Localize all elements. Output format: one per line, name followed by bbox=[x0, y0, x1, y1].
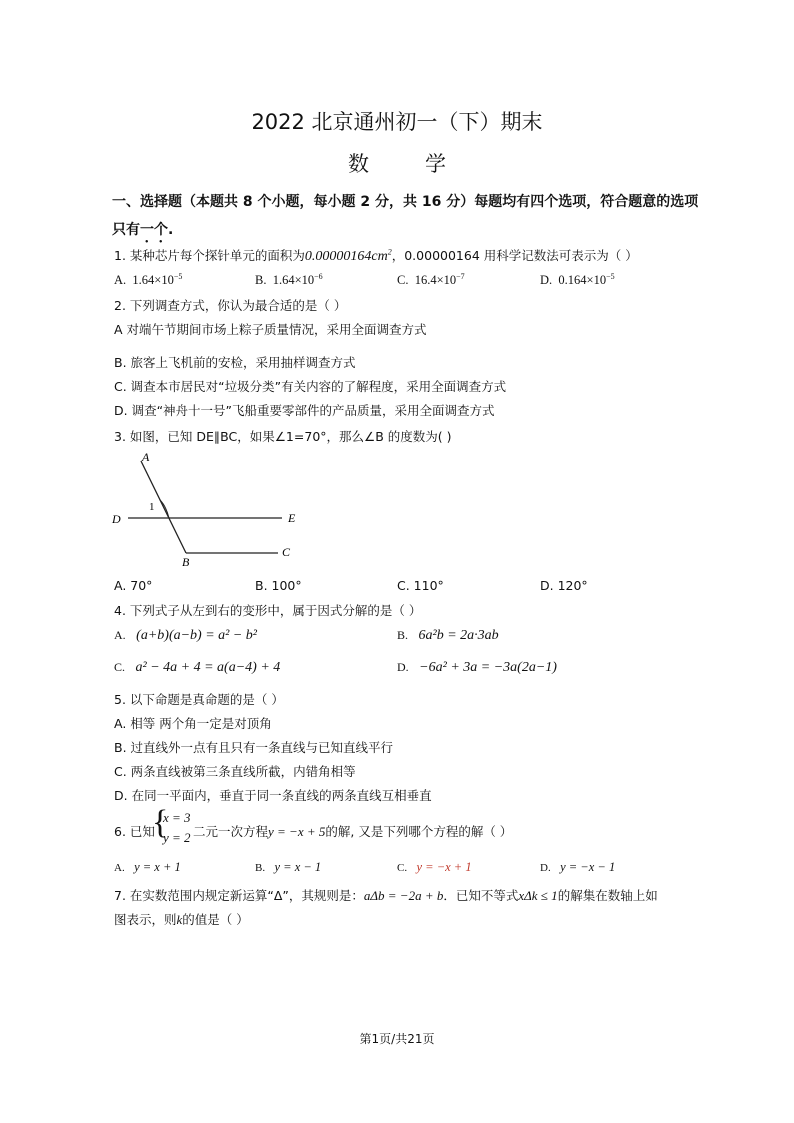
option-expression: −6a² + 3a = −3a(2a−1) bbox=[419, 660, 557, 675]
question-6-option-a bbox=[114, 860, 181, 875]
question-5-option-b: B. 过直线外一点有且只有一条直线与已知直线平行 bbox=[114, 740, 394, 755]
option-value: 0.164×10 bbox=[558, 273, 607, 288]
option-label: C. bbox=[397, 273, 409, 288]
question-4-option-a bbox=[114, 628, 257, 644]
question-6-equation: y = −x + 5 bbox=[268, 824, 326, 839]
option-label: B. bbox=[397, 628, 409, 642]
question-6-option-c bbox=[397, 860, 472, 875]
question-4-stem: 4. 下列式子从左到右的变形中，属于因式分解的是（ ） bbox=[114, 603, 422, 618]
question-7-line-2 bbox=[114, 910, 249, 928]
question-3-option-d: D. 120° bbox=[540, 578, 588, 593]
question-7-line-1 bbox=[114, 886, 658, 904]
section-header-period: . bbox=[168, 222, 174, 238]
question-1-stem bbox=[114, 246, 638, 265]
subject-title bbox=[0, 148, 794, 178]
emphasis-text: 一个 bbox=[140, 222, 168, 238]
question-6-prefix: 6. 已知 bbox=[114, 824, 155, 839]
section-header-line1: 一、选择题（本题共 8 个小题，每小题 2 分，共 16 分）每题均有四个选项，符合题意的选项 bbox=[112, 194, 699, 210]
question-7-text-e: 的值是（ ） bbox=[182, 912, 249, 927]
question-2-option-c: C. 调查本市居民对“垃圾分类”有关内容的了解程度，采用全面调查方式 bbox=[114, 379, 507, 394]
section-header-text: 只有 bbox=[112, 222, 140, 238]
question-3-option-c: C. 110° bbox=[397, 578, 444, 593]
angle-1-label: 1 bbox=[149, 501, 155, 513]
question-3-figure bbox=[106, 448, 306, 572]
option-label: D. bbox=[540, 273, 553, 288]
question-7-text-b: ．已知不等式 bbox=[443, 888, 519, 903]
option-label: B. bbox=[255, 862, 266, 874]
option-expression: y = x + 1 bbox=[134, 860, 181, 874]
option-label: A. bbox=[114, 273, 127, 288]
question-6-text-c: 的解, 又是下列哪个方程的解（ ） bbox=[325, 824, 513, 839]
option-expression: 6a²b = 2a·3ab bbox=[418, 628, 499, 643]
question-6-text bbox=[193, 822, 512, 840]
option-expression: y = x − 1 bbox=[274, 860, 322, 874]
option-label: D. bbox=[397, 660, 409, 674]
point-a-label: A bbox=[142, 450, 150, 464]
page-number: 第1页/共21页 bbox=[359, 1032, 435, 1046]
option-expression: a² − 4a + 4 = a(a−4) + 4 bbox=[135, 660, 281, 675]
question-2-option-d: D. 调查“神舟十一号”飞船重要零部件的产品质量，采用全面调查方式 bbox=[114, 403, 495, 418]
option-label: B. bbox=[255, 273, 267, 288]
option-value: 16.4×10 bbox=[414, 273, 457, 288]
point-d-label: D bbox=[112, 512, 121, 526]
question-1-option-d bbox=[540, 272, 615, 288]
question-7-rule: aΔb = −2a + b bbox=[363, 888, 444, 903]
option-value: 1.64×10 bbox=[132, 273, 174, 288]
question-3-option-b: B. 100° bbox=[255, 578, 302, 593]
section-header-line2 bbox=[112, 216, 698, 246]
question-7-inequality: xΔk ≤ 1 bbox=[518, 888, 558, 903]
option-value: 1.64×10 bbox=[272, 273, 315, 288]
question-1-option-a bbox=[114, 272, 182, 288]
question-4-option-d bbox=[397, 660, 557, 676]
system-brace: { bbox=[152, 804, 169, 841]
question-7-text-a: 7. 在实数范围内规定新运算“Δ”，其规则是： bbox=[114, 888, 364, 903]
option-label: C. bbox=[397, 862, 408, 874]
subject-char-2: 学 bbox=[425, 152, 446, 176]
section-header bbox=[112, 188, 698, 246]
question-1-unit-exp: 2 bbox=[387, 247, 392, 257]
option-expression-highlighted: y = −x + 1 bbox=[416, 860, 472, 874]
question-5-option-a: A. 相等 两个角一定是对顶角 bbox=[114, 716, 272, 731]
point-c-label: C bbox=[282, 545, 291, 559]
option-label: A. bbox=[114, 628, 126, 642]
question-4-option-c bbox=[114, 660, 280, 676]
point-b-label: B bbox=[182, 555, 190, 569]
option-label: C. bbox=[114, 660, 126, 674]
question-7-variable: k bbox=[176, 912, 183, 927]
subject-char-1: 数 bbox=[348, 152, 369, 176]
document-title: 2022 北京通州初一（下）期末 bbox=[251, 110, 543, 134]
question-1-option-b bbox=[255, 272, 323, 288]
question-1-number: 0.00000164cm bbox=[304, 249, 388, 264]
question-5-option-c: C. 两条直线被第三条直线所截，内错角相等 bbox=[114, 764, 356, 779]
question-4-option-b bbox=[397, 628, 499, 644]
question-5-stem: 5. 以下命题是真命题的是（ ） bbox=[114, 692, 284, 707]
question-2-option-b: B. 旅客上飞机前的安检，采用抽样调查方式 bbox=[114, 355, 356, 370]
question-5-option-d: D. 在同一平面内，垂直于同一条直线的两条直线互相垂直 bbox=[114, 788, 432, 803]
option-expression: (a+b)(a−b) = a² − b² bbox=[136, 628, 258, 643]
option-exponent: −5 bbox=[606, 272, 615, 281]
question-1-option-c bbox=[397, 272, 465, 288]
question-6-text-b: 二元一次方程 bbox=[193, 824, 269, 839]
question-1-text-b: ，0.00000164 用科学记数法可表示为（ ） bbox=[391, 248, 638, 263]
question-6-option-d bbox=[540, 860, 615, 875]
option-label: A. bbox=[114, 862, 125, 874]
question-2-option-a: A 对端午节期间市场上粽子质量情况，采用全面调查方式 bbox=[114, 322, 427, 337]
question-6-option-b bbox=[255, 860, 321, 875]
option-exponent: −6 bbox=[314, 272, 323, 281]
line-ab bbox=[141, 461, 186, 553]
option-exponent: −5 bbox=[173, 272, 183, 281]
option-expression: y = −x − 1 bbox=[560, 860, 616, 874]
question-2-stem: 2. 下列调查方式，你认为最合适的是（ ） bbox=[114, 298, 347, 313]
question-1-value bbox=[305, 249, 392, 264]
question-3-stem: 3. 如图，已知 DE∥BC，如果∠1=70°，那么∠B 的度数为( ) bbox=[114, 429, 452, 444]
option-label: D. bbox=[540, 862, 551, 874]
question-7-text-c: 的解集在数轴上如 bbox=[557, 888, 658, 903]
question-7-text-d: 图表示，则 bbox=[114, 912, 177, 927]
system-eq-1: x = 3 bbox=[163, 810, 191, 825]
point-e-label: E bbox=[288, 511, 296, 525]
question-3-option-a: A. 70° bbox=[114, 578, 153, 593]
system-eq-2: y = 2 bbox=[163, 830, 191, 845]
option-exponent: −7 bbox=[456, 272, 465, 281]
question-1-text-a: 1. 某种芯片每个探针单元的面积为 bbox=[114, 248, 305, 263]
